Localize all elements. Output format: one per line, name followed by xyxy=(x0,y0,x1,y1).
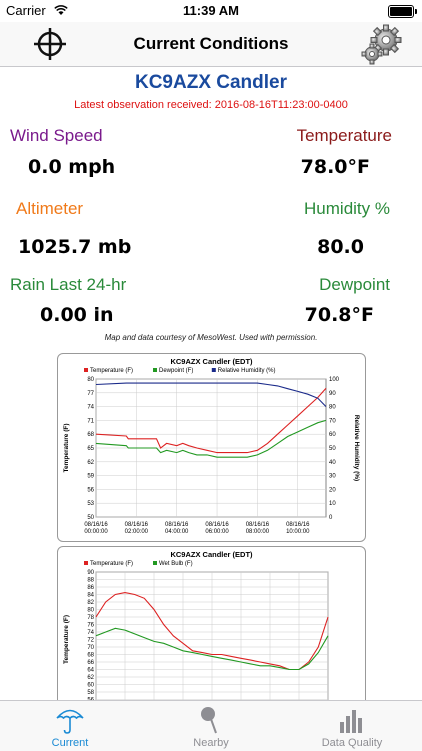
temperature-value: 78.0°F xyxy=(300,156,370,178)
data-courtesy-note: Map and data courtesy of MesoWest. Used with permission. xyxy=(104,333,318,342)
umbrella-icon xyxy=(55,705,85,735)
y-tick-label: 80 xyxy=(87,607,94,614)
y-tick-label: 62 xyxy=(87,459,94,466)
y2-tick-label: 100 xyxy=(329,377,340,383)
x-tick-label: 08:00:00 xyxy=(245,529,270,535)
tab-nearby[interactable] xyxy=(141,701,281,751)
legend-swatch xyxy=(153,561,157,565)
y-tick-label: 65 xyxy=(87,446,94,452)
y-tick-label: 60 xyxy=(87,682,94,689)
tab-data-quality-label: Data Quality xyxy=(321,737,383,749)
tab-nearby-label: Nearby xyxy=(193,737,229,749)
x-tick-label: 10:00:00 xyxy=(286,529,310,535)
y2-tick-label: 10 xyxy=(329,501,336,508)
dewpoint-value: 70.8°F xyxy=(304,304,374,326)
y-axis-label: Temperature (F) xyxy=(63,615,70,664)
y-tick-label: 74 xyxy=(87,630,94,636)
y-axis-label: Temperature (F) xyxy=(63,423,70,473)
y-tick-label: 74 xyxy=(87,404,94,411)
x-tick-label: 08/16/16 xyxy=(205,522,229,528)
y-tick-label: 58 xyxy=(87,690,94,696)
y2-axis-label: Relative Humidity (%) xyxy=(353,414,360,482)
carrier-label: Carrier xyxy=(6,3,46,18)
legend-swatch xyxy=(212,368,216,372)
y-tick-label: 88 xyxy=(87,577,94,584)
y-tick-label: 56 xyxy=(87,487,94,494)
x-tick-label: 02:00:00 xyxy=(124,529,149,535)
legend-entry: Relative Humidity (%) xyxy=(217,368,276,374)
legend-swatch xyxy=(84,368,88,372)
y-tick-label: 62 xyxy=(87,675,94,681)
map-pin-icon xyxy=(196,705,226,735)
chart-title: KC9AZX Candler (EDT) xyxy=(170,357,253,366)
y2-tick-label: 60 xyxy=(329,432,336,439)
altimeter-value: 1025.7 mb xyxy=(18,236,132,258)
legend-swatch xyxy=(153,368,157,372)
y-tick-label: 59 xyxy=(87,473,94,480)
page-title: Current Conditions xyxy=(133,34,289,53)
wind-speed-label: Wind Speed xyxy=(10,126,103,145)
y-tick-label: 64 xyxy=(87,667,94,674)
tab-current-label: Current xyxy=(51,737,89,749)
y-tick-label: 82 xyxy=(87,600,94,606)
x-tick-label: 00:00:00 xyxy=(84,529,108,535)
x-tick-label: 06:00:00 xyxy=(205,529,229,535)
x-tick-label: 08/16/16 xyxy=(165,522,189,528)
temperature-humidity-chart xyxy=(57,353,366,542)
x-tick-label: 08/16/16 xyxy=(84,522,108,528)
chart-title: KC9AZX Candler (EDT) xyxy=(170,550,253,559)
legend-entry: Wet Bulb (F) xyxy=(159,561,193,567)
tab-bar xyxy=(0,700,422,751)
y-tick-label: 84 xyxy=(87,592,94,599)
y2-tick-label: 20 xyxy=(329,487,336,494)
y-tick-label: 66 xyxy=(87,660,94,666)
x-tick-label: 08/16/16 xyxy=(124,522,149,528)
legend-entry: Dewpoint (F) xyxy=(159,368,194,374)
bar-chart-icon xyxy=(337,705,367,735)
legend-entry: Temperature (F) xyxy=(90,561,134,567)
wind-speed-value: 0.0 mph xyxy=(28,156,116,178)
status-bar xyxy=(0,0,422,22)
y2-tick-label: 90 xyxy=(329,390,336,397)
y-tick-label: 86 xyxy=(87,585,94,591)
humidity-label: Humidity % xyxy=(304,199,390,218)
latest-observation: Latest observation received: 2016-08-16T11:23:00-0400 xyxy=(74,99,348,111)
altimeter-label: Altimeter xyxy=(16,199,84,218)
x-tick-label: 04:00:00 xyxy=(165,529,189,535)
y-tick-label: 90 xyxy=(87,570,94,576)
y-tick-label: 77 xyxy=(87,390,94,397)
rain-value: 0.00 in xyxy=(40,304,114,326)
legend-entry: Temperature (F) xyxy=(90,368,134,374)
y-tick-label: 53 xyxy=(87,501,94,508)
y2-tick-label: 40 xyxy=(329,459,336,466)
temperature-label: Temperature xyxy=(296,126,392,145)
clock: 11:39 AM xyxy=(183,3,239,18)
humidity-value: 80.0 xyxy=(317,236,364,258)
y-tick-label: 68 xyxy=(87,652,94,659)
station-name: KC9AZX Candler xyxy=(134,72,288,93)
y-tick-label: 78 xyxy=(87,615,94,621)
y2-tick-label: 50 xyxy=(329,446,336,452)
tab-data-quality[interactable] xyxy=(282,701,422,751)
y2-tick-label: 80 xyxy=(329,404,336,411)
y-tick-label: 80 xyxy=(87,377,94,383)
x-tick-label: 08/16/16 xyxy=(286,522,310,528)
y2-tick-label: 70 xyxy=(329,418,336,425)
rain-label: Rain Last 24-hr xyxy=(10,275,127,294)
y-tick-label: 72 xyxy=(87,637,94,644)
tab-current[interactable] xyxy=(0,701,140,751)
y-tick-label: 68 xyxy=(87,432,94,439)
navigation-bar xyxy=(0,22,422,67)
temperature-wetbulb-chart xyxy=(57,546,366,708)
y2-tick-label: 0 xyxy=(329,515,333,521)
settings-gear-icon[interactable] xyxy=(362,22,404,64)
y2-tick-label: 30 xyxy=(329,473,336,480)
y-tick-label: 50 xyxy=(87,515,94,521)
y-tick-label: 70 xyxy=(87,645,94,651)
battery-icon xyxy=(388,5,414,18)
x-tick-label: 08/16/16 xyxy=(245,522,270,528)
dewpoint-label: Dewpoint xyxy=(319,275,390,294)
y-tick-label: 76 xyxy=(87,622,94,629)
legend-swatch xyxy=(84,561,88,565)
y-tick-label: 71 xyxy=(87,418,94,425)
